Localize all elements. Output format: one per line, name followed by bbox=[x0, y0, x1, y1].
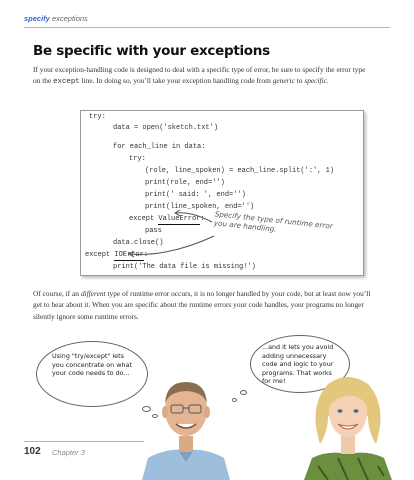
code-line: try: bbox=[129, 155, 146, 163]
header-divider bbox=[24, 27, 390, 28]
ioerror-keyword: IOError bbox=[114, 251, 144, 259]
inline-code-except: except bbox=[53, 78, 80, 87]
code-line: pass bbox=[145, 227, 162, 235]
code-listing bbox=[80, 110, 364, 276]
outro-paragraph: Of course, if an different type of runtime error occurs, it is no longer handled by your code, but at least now you’ll get to hear about it. When you are specific about the runtime errors your code handles, your programs no longer silently ignore some runtime errors. bbox=[33, 289, 371, 321]
woman-illustration bbox=[298, 366, 398, 480]
running-head bbox=[24, 14, 88, 23]
code-line-except-valueerror: except ValueError: bbox=[129, 215, 205, 223]
code-line: print(line_spoken, end='') bbox=[145, 203, 255, 211]
thought-bubble-left-text: Using "try/except" lets you concentrate on what your code needs to do... bbox=[52, 352, 132, 378]
page-number: 102 bbox=[24, 446, 41, 457]
chapter-label: Chapter 3 bbox=[52, 448, 85, 457]
running-head-text: exceptions bbox=[49, 14, 88, 23]
code-line: data = open('sketch.txt') bbox=[113, 124, 219, 132]
thought-dot bbox=[240, 390, 247, 395]
code-line: try: bbox=[89, 113, 106, 121]
intro-paragraph: If your exception-handling code is designed to deal with a specific type of error, be sure to specify the error type on the except line. In doing so, you’ll take your exception handling code from generic to specific. bbox=[33, 65, 366, 87]
footer-divider bbox=[24, 441, 144, 442]
code-line: print(' said: ', end='') bbox=[145, 191, 246, 199]
valueerror-keyword: ValueError bbox=[158, 215, 201, 223]
running-head-keyword: specify bbox=[24, 14, 50, 23]
code-line: (role, line_spoken) = each_line.split(':', 1) bbox=[145, 167, 335, 175]
code-line: data.close() bbox=[113, 239, 164, 247]
code-line: for each_line in data: bbox=[113, 143, 206, 151]
page-title: Be specific with your exceptions bbox=[33, 43, 270, 59]
thought-bubble-right-text: ...and it lets you avoid adding unnecessary code and logic to your programs. That works for me! bbox=[262, 343, 334, 386]
code-line-except-ioerror: except IOError: bbox=[85, 251, 149, 259]
man-illustration bbox=[136, 362, 236, 480]
handwritten-annotation: Specify the type of runtime error you are handling. bbox=[213, 209, 334, 234]
code-line: print(role, end='') bbox=[145, 179, 225, 187]
code-line: print('The data file is missing!') bbox=[113, 263, 256, 271]
